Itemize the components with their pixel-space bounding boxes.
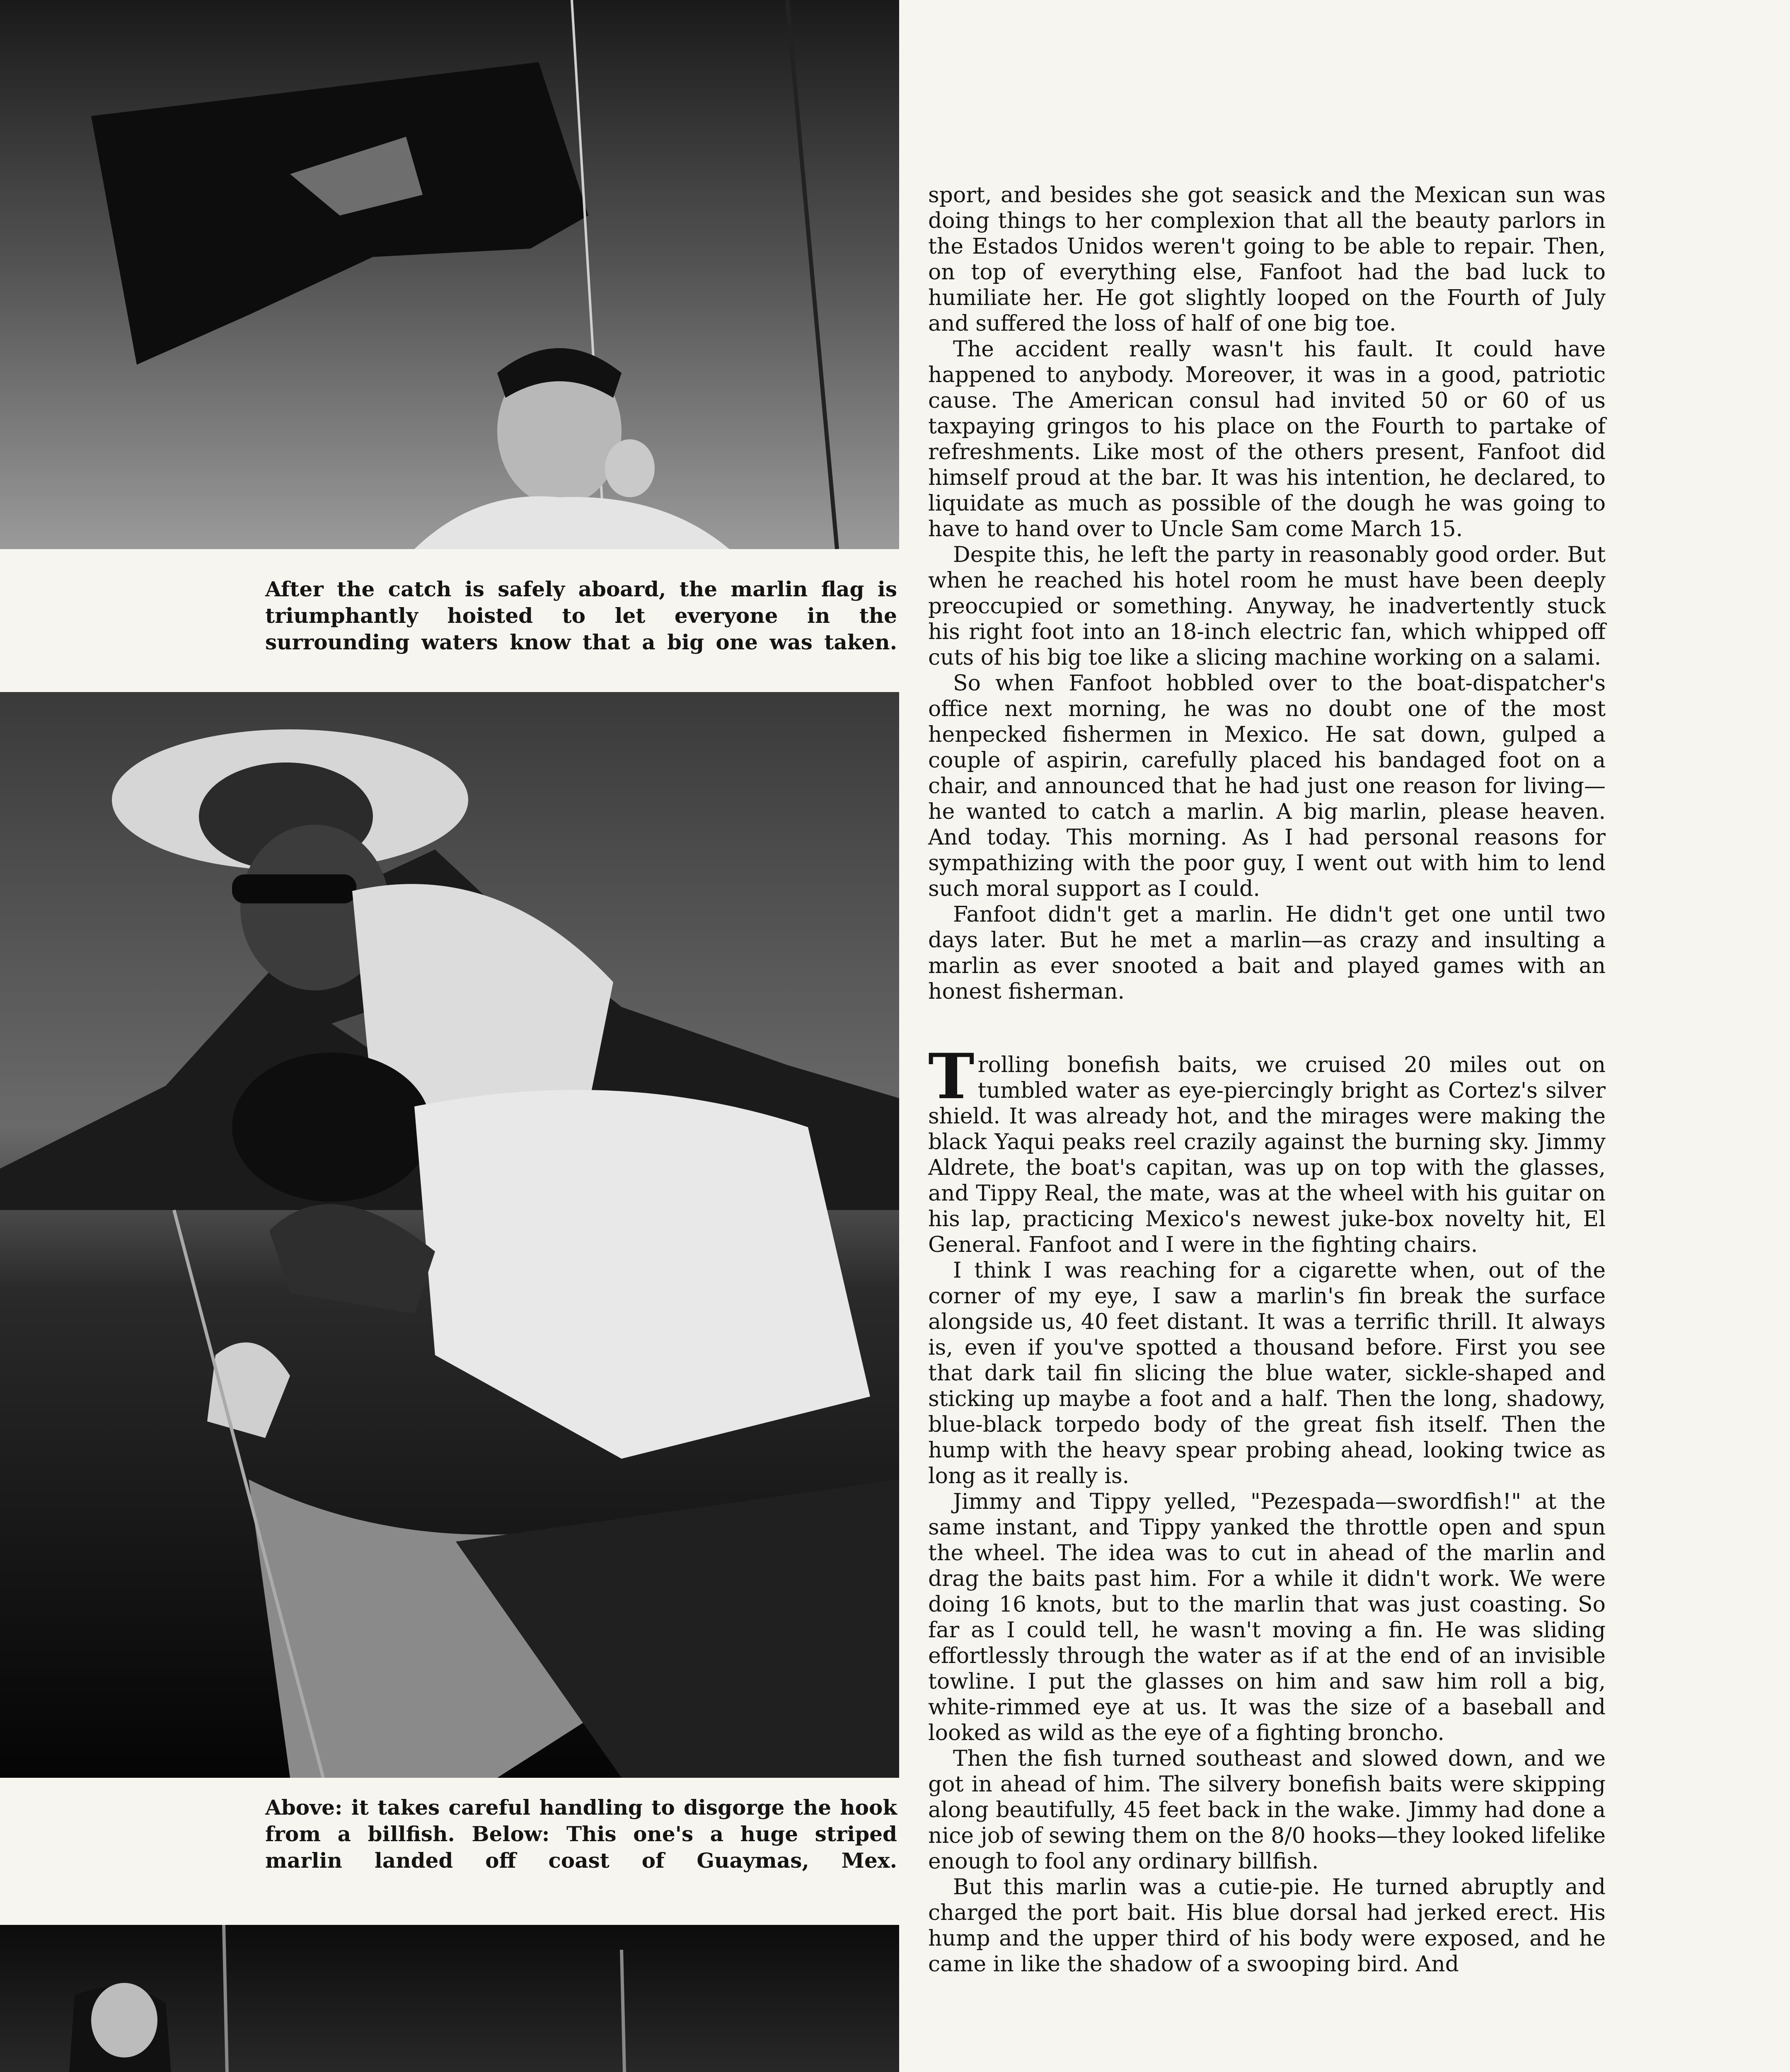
photo-flag-hoisting bbox=[0, 0, 899, 549]
caption-billfish: Above: it takes careful handling to disgorge the hook from a billfish. Below: This one's a huge striped marlin landed off coast of Guaymas, Mex. bbox=[265, 1795, 897, 1873]
article-paragraph: Fanfoot didn't get a marlin. He didn't get one until two days later. But he met a marlin—as crazy and insulting a marlin as ever snooted a bait and played games with an honest fisherman. bbox=[928, 902, 1606, 1004]
caption-flag: After the catch is safely aboard, the marlin flag is triumphantly hoisted to let everyone in the surrounding waters know that a big one was taken. bbox=[265, 577, 897, 654]
photo-disgorging-hook bbox=[0, 692, 899, 1778]
article-paragraph: Then the fish turned southeast and slowed down, and we got in ahead of him. The silvery bonefish baits were skipping along beautifully, 45 feet back in the wake. Jimmy had done a nice job of sewing them on the 8/0 hooks—they looked lifelike enough to fool any ordinary billfish. bbox=[928, 1746, 1606, 1874]
article-paragraph: The accident really wasn't his fault. It could have happened to anybody. Moreover, it was in a good, patriotic cause. The American consul had invited 50 or 60 of us taxpaying gringos to his place on the Fourth to partake of refreshments. Like most of the others present, Fanfoot did himself proud at the bar. It was his intention, he declared, to liquidate as much as possible of the dough he was going to have to hand over to Uncle Sam come March 15. bbox=[928, 337, 1606, 542]
article-paragraph: sport, and besides she got seasick and the Mexican sun was doing things to her complexion that all the beauty parlors in the Estados Unidos weren't going to be able to repair. Then, on top of everything else, Fanfoot had the bad luck to humiliate her. He got slightly looped on the Fourth of July and suffered the loss of half of one big toe. bbox=[928, 183, 1606, 336]
article-paragraph-dropcap: Trolling bonefish baits, we cruised 20 miles out on tumbled water as eye-piercingly bright as Cortez's silver shield. It was already hot, and the mirages were making the black Yaqui peaks reel crazily against the burning sky. Jimmy Aldrete, the boat's capitan, was up on top with the glasses, and Tippy Real, the mate, was at the wheel with his guitar on his lap, practicing Mexico's newest juke-box novelty hit, El General. Fanfoot and I were in the fighting chairs. bbox=[928, 1040, 1606, 1257]
article-body bbox=[928, 182, 1606, 1977]
photo-striped-marlin bbox=[0, 1925, 899, 2072]
article-paragraph: I think I was reaching for a cigarette when, out of the corner of my eye, I saw a marlin's fin break the surface alongside us, 40 feet distant. It was a terrific thrill. It always is, even if you've spotted a thousand before. First you see that dark tail fin slicing the blue water, sickle-shaped and sticking up maybe a foot and a half. Then the long, shadowy, blue-black torpedo body of the great fish itself. Then the hump with the heavy spear probing ahead, looking twice as long as it really is. bbox=[928, 1258, 1606, 1489]
article-paragraph: But this marlin was a cutie-pie. He turned abruptly and charged the port bait. His blue dorsal had jerked erect. His hump and the upper third of his body were exposed, and he came in like the shadow of a swooping bird. And bbox=[928, 1875, 1606, 1977]
article-paragraph: So when Fanfoot hobbled over to the boat-dispatcher's office next morning, he was no doubt one of the most henpecked fishermen in Mexico. He sat down, gulped a couple of aspirin, carefully placed his bandaged foot on a chair, and announced that he had just one reason for living—he wanted to catch a marlin. A big marlin, please heaven. And today. This morning. As I had personal reasons for sympathizing with the poor guy, I went out with him to lend such moral support as I could. bbox=[928, 671, 1606, 901]
article-paragraph: Despite this, he left the party in reasonably good order. But when he reached his hotel room he must have been deeply preoccupied or something. Anyway, he inadvertently stuck his right foot into an 18-inch electric fan, which whipped off cuts of his big toe like a slicing machine working on a salami. bbox=[928, 542, 1606, 670]
article-paragraph: Jimmy and Tippy yelled, "Pezespada—swordfish!" at the same instant, and Tippy yanked the throttle open and spun the wheel. The idea was to cut in ahead of the marlin and drag the baits past him. For a while it didn't work. We were doing 16 knots, but to the marlin that was just coasting. So far as I could tell, he wasn't moving a fin. He was sliding effortlessly through the water as if at the end of an invisible towline. I put the glasses on him and saw him roll a big, white-rimmed eye at us. It was the size of a baseball and looked as wild as the eye of a fighting broncho. bbox=[928, 1489, 1606, 1745]
